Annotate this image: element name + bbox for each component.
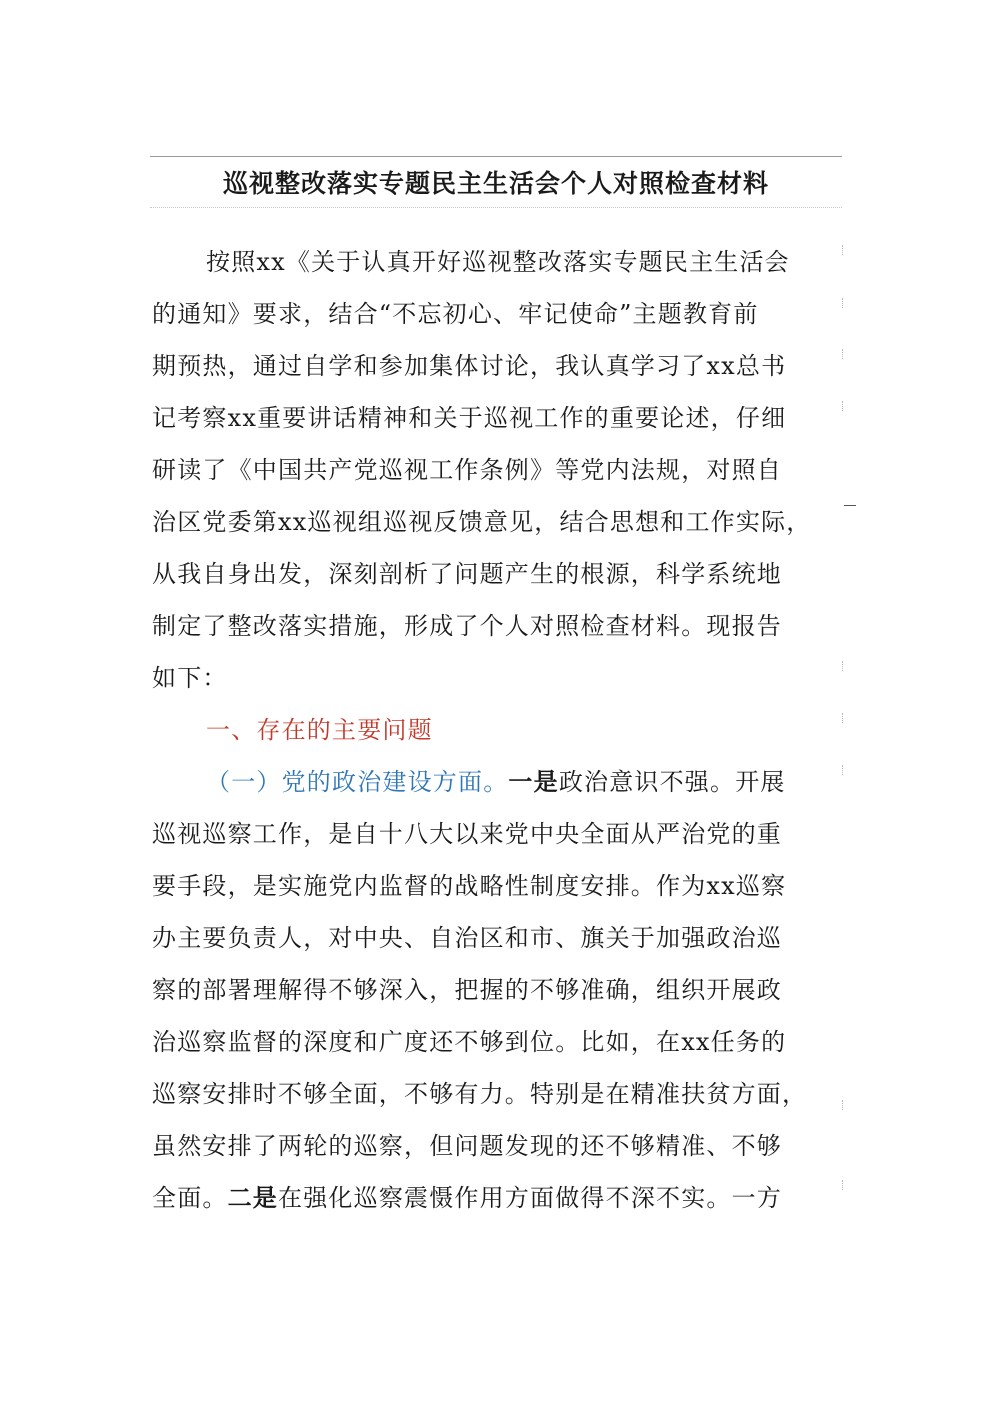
margin-mark (842, 713, 843, 723)
intro-line: 的通知》要求，结合“不忘初心、牢记使命”主题教育前 (152, 300, 759, 328)
margin-mark (842, 401, 843, 411)
margin-mark (842, 661, 843, 671)
subsection-paragraph-start (152, 762, 842, 802)
margin-mark (842, 245, 843, 255)
section-heading: 一、存在的主要问题 (206, 716, 433, 744)
body-line: 巡视巡察工作，是自十八大以来党中央全面从严治党的重 (152, 820, 782, 848)
body-line: 要手段，是实施党内监督的战略性制度安排。作为xx巡察 (152, 872, 787, 900)
body-line: 虽然安排了两轮的巡察，但问题发现的还不够精准、不够 (152, 1132, 782, 1160)
intro-line: 记考察xx重要讲话精神和关于巡视工作的重要论述，仔细 (152, 404, 787, 432)
document-title: 巡视整改落实专题民主生活会个人对照检查材料 (222, 169, 769, 198)
body-line: 办主要负责人，对中央、自治区和市、旗关于加强政治巡 (152, 924, 782, 952)
header-rule (150, 156, 842, 157)
margin-mark (842, 1100, 843, 1110)
body-line: 察的部署理解得不够深入，把握的不够准确，组织开展政 (152, 976, 782, 1004)
body-line: 治巡察监督的深度和广度还不够到位。比如，在xx任务的 (152, 1028, 787, 1056)
point-text: 在强化巡察震慑作用方面做得不深不实。一方 (278, 1184, 783, 1212)
intro-line: 如下： (152, 664, 228, 692)
intro-line: 治区党委第xx巡视组巡视反馈意见，结合思想和工作实际， (152, 508, 812, 536)
intro-line: 制定了整改落实措施，形成了个人对照检查材料。现报告 (152, 612, 782, 640)
intro-line: 按照xx《关于认真开好巡视整改落实专题民主生活会 (206, 248, 790, 276)
margin-mark (842, 1180, 843, 1190)
body-line: 巡察安排时不够全面，不够有力。特别是在精准扶贫方面， (152, 1080, 808, 1108)
point-marker: 一是 (508, 768, 559, 796)
body-line-last (152, 1178, 842, 1218)
point-text: 政治意识不强。开展 (558, 768, 786, 796)
point-marker: 二是 (227, 1184, 279, 1212)
intro-line: 研读了《中国共产党巡视工作条例》等党内法规，对照自 (152, 456, 782, 484)
subsection-label: （一）党的政治建设方面。 (206, 768, 509, 796)
margin-mark (842, 765, 843, 775)
margin-mark (844, 505, 856, 506)
margin-mark (842, 349, 843, 359)
intro-line: 从我自身出发，深刻剖析了问题产生的根源，科学系统地 (152, 560, 782, 588)
intro-line: 期预热，通过自学和参加集体讨论，我认真学习了xx总书 (152, 352, 787, 380)
margin-mark (842, 298, 843, 308)
point-text: 全面。 (152, 1184, 228, 1212)
title-underline (150, 207, 842, 208)
